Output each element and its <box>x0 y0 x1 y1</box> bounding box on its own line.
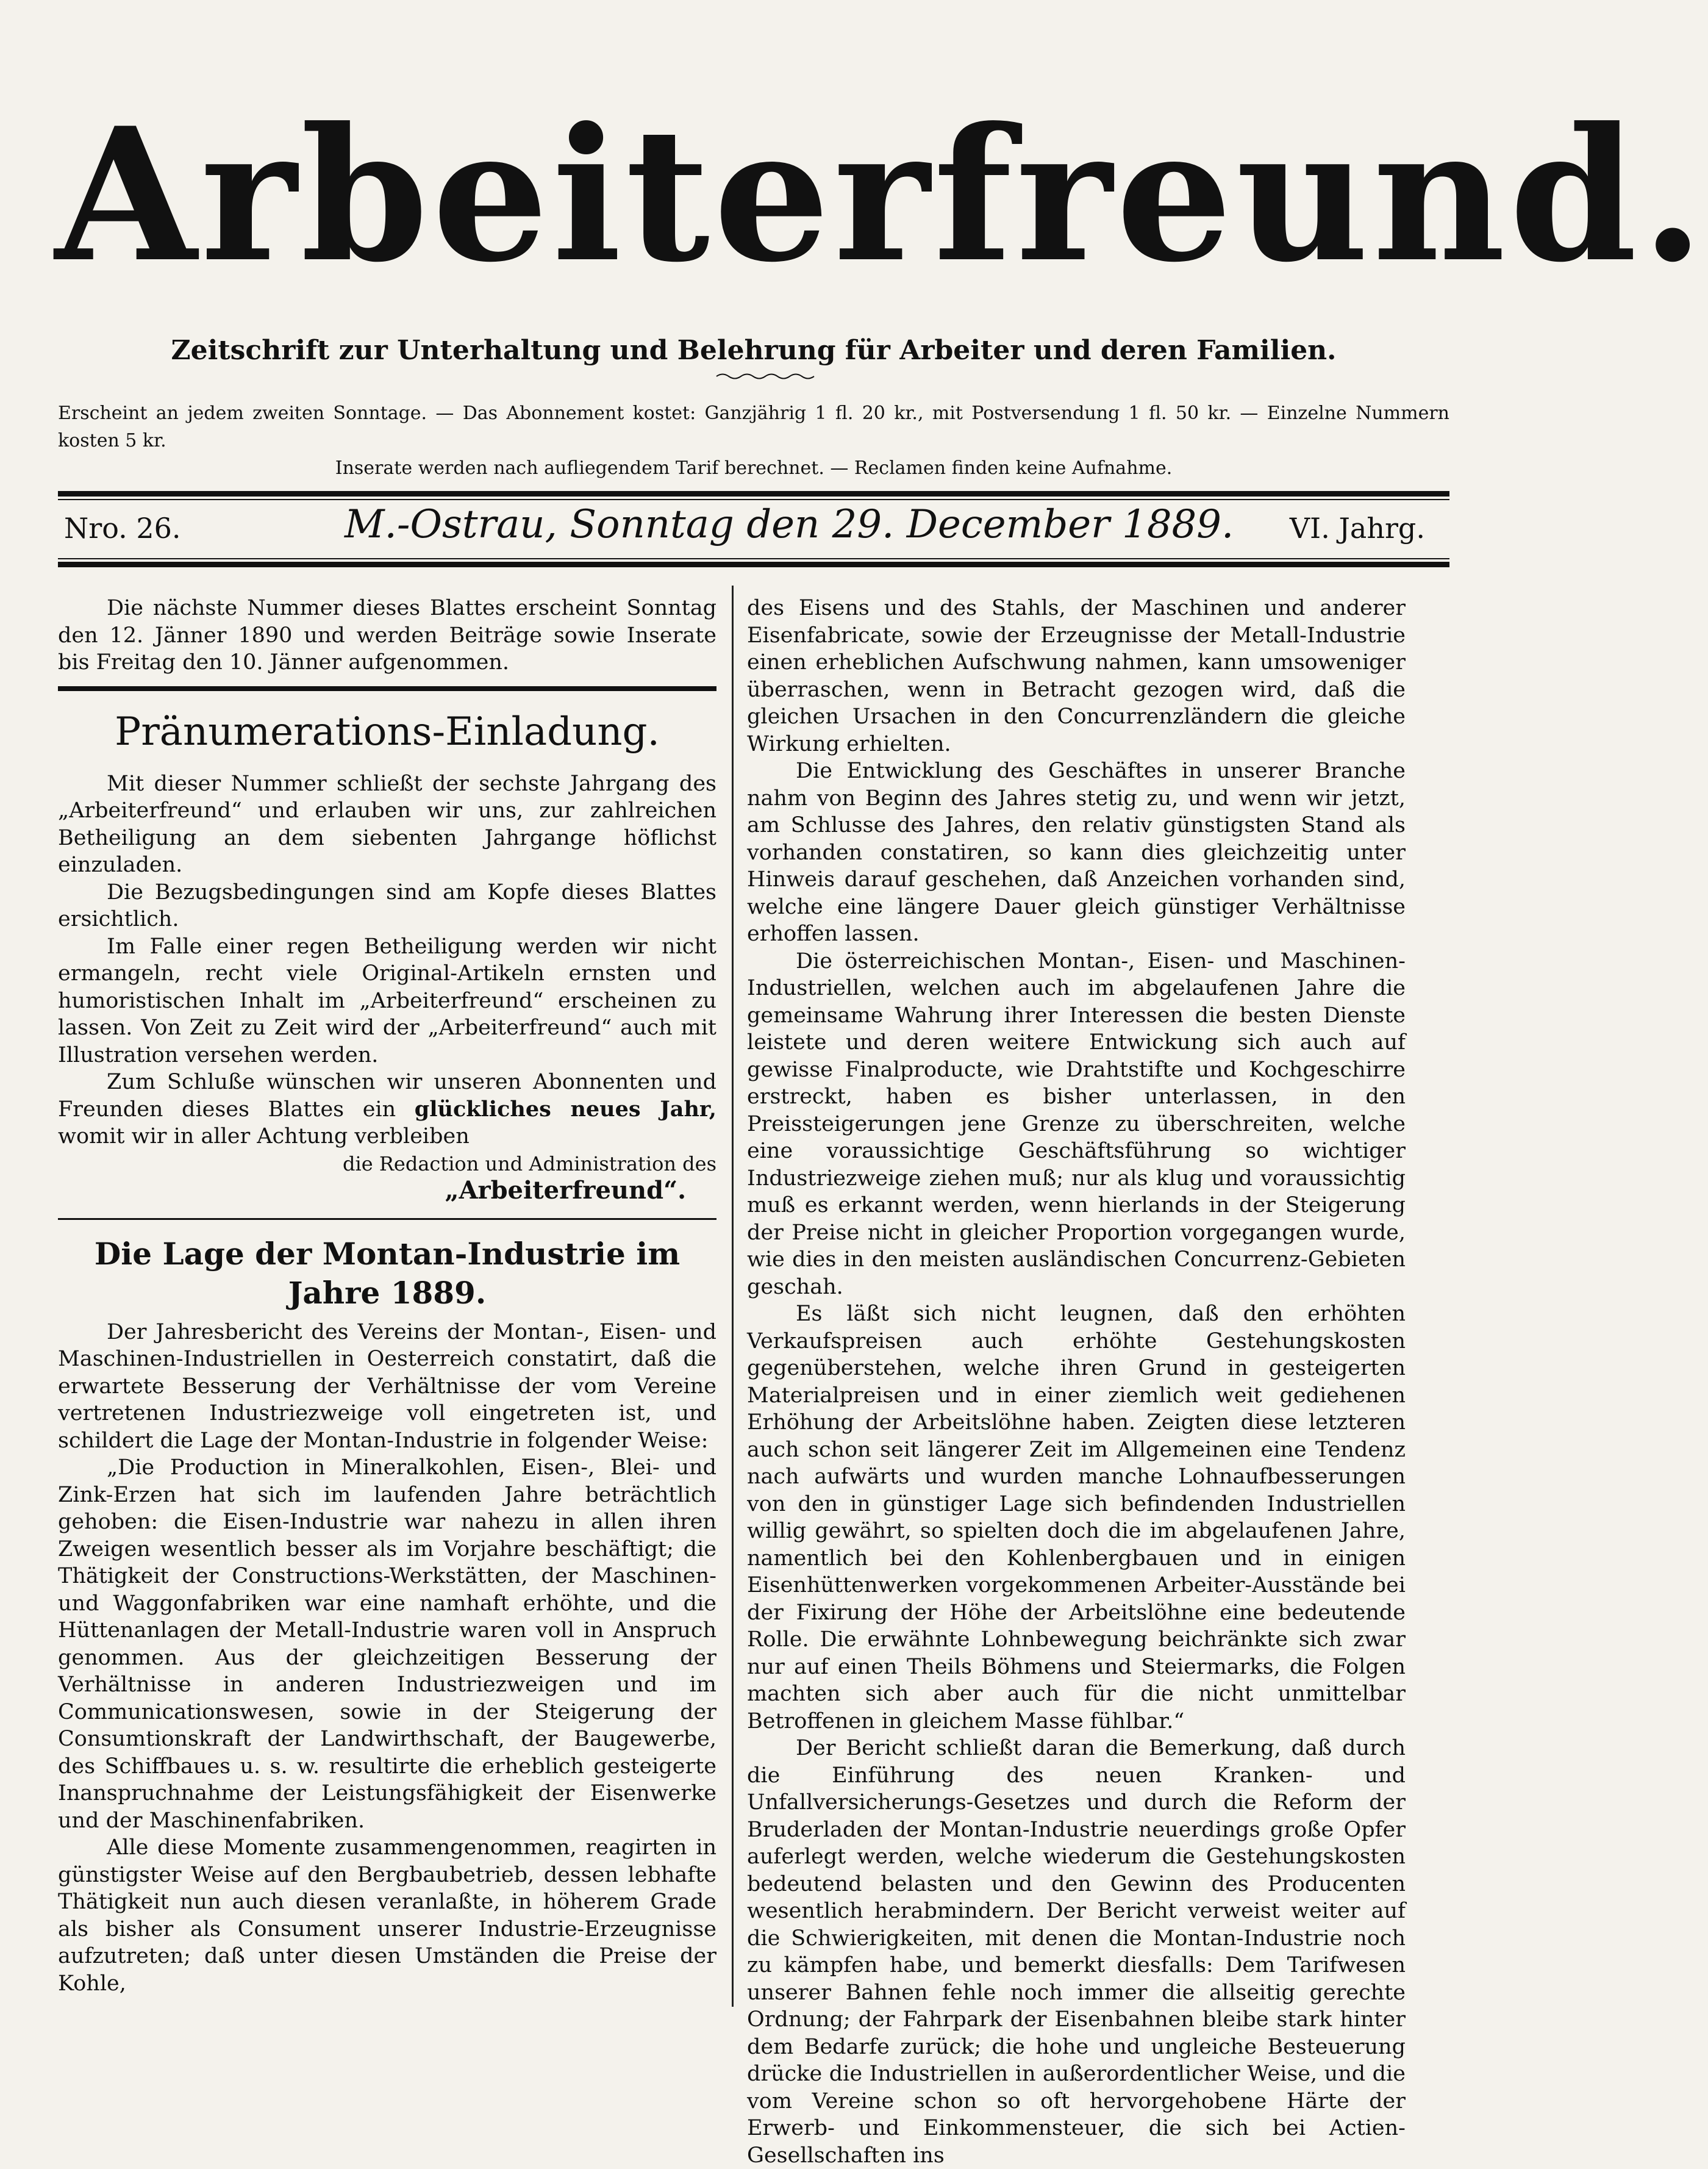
subscription-notice <box>58 400 1449 482</box>
article-paragraph: des Eisens und des Stahls, der Maschinen und anderer Eisenfabricate, sowie der Erzeugnisse der Metall-Industrie einen erheblichen Aufschwung nahmen, kann umsoweniger überraschen, wenn in Betracht gezogen wird, daß die gleichen Ursachen in den Concurrenzländern die gleiche Wirkung erhielten. <box>747 596 1406 756</box>
invitation-paragraph: Die Bezugsbedingungen sind am Kopfe dieses Blattes ersichtlich. <box>58 880 716 931</box>
invitation-heading: Pränumerations-Einladung. <box>115 709 660 755</box>
article-paragraph: Die Entwicklung des Geschäftes in unserer Branche nahm von Beginn des Jahres stetig zu, und wenn wir jetzt, am Schlusse des Jahres, den relativ günstigsten Stand als vorhanden constatiren, so kann dies gleichzeitig unter Hinweis darauf geschehen, daß Anzeichen vorhanden sind, welche eine längere Dauer gleich günstiger Verhältnisse erhoffen lassen. <box>747 759 1406 946</box>
volume-year: VI. Jahrg. <box>1289 512 1425 545</box>
article-paragraph: „Die Production in Mineralkohlen, Eisen-, Blei- und Zink-Erzen hat sich im laufenden Jahre beträchtlich gehoben: die Eisen-Industrie war nahezu in allen ihren Zweigen wesentlich besser als im Vorjahre beschäftigt; die Thätigkeit der Constructions-Werkstätten, der Maschinen- und Waggonfabriken war eine namhaft erhöhte, und die Hüttenanlagen der Metall-Industrie waren voll in Anspruch genommen. Aus der gleichzeitigen Besserung der Verhältnisse in anderen Industriezweigen und im Communicationswesen, sowie in der Steigerung der Consumtionskraft der Landwirthschaft, der Baugewerbe, des Schiffbaues u. s. w. resultirte die erheblich gesteigerte Inanspruchnahme der Leistungsfähigkeit der Eisenwerke und der Maschinenfabriken. <box>58 1455 716 1833</box>
invitation-paragraph: Im Falle einer regen Betheiligung werden wir nicht ermangeln, recht viele Original-Artikeln ernsten und humoristischen Inhalt im „Arbeiterfreund“ erscheinen zu lassen. Von Zeit zu Zeit wird der „Arbeiterfreund“ auch mit Illustration versehen werden. <box>58 934 716 1067</box>
article-paragraph: Alle diese Momente zusammengenommen, reagirten in günstigster Weise auf den Bergbaubetrieb, dessen lebhafte Thätigkeit nun auch diesen veranlaßte, in höherem Grade als bisher als Consument unserer Industrie-Erzeugnisse aufzutreten; daß unter diesen Umständen die Preise der Kohle, <box>58 1835 716 1996</box>
rule-top <box>58 491 1449 497</box>
signature-line: die Redaction und Administration des <box>342 1152 716 1175</box>
article-heading: Die Lage der Montan-Industrie im Jahre 1889. <box>94 1235 681 1311</box>
new-year-wish: glückliches neues Jahr, <box>414 1096 716 1122</box>
advertising-terms: Inserate werden nach aufliegendem Tarif berechnet. — Reclamen finden keine Aufnahme. <box>335 457 1173 479</box>
section-divider <box>58 1218 716 1220</box>
rule-bottom <box>58 562 1449 567</box>
article-paragraph: Es läßt sich nicht leugnen, daß den erhöhten Verkaufspreisen auch erhöhte Gestehungskosten gegenüberstehen, welche ihren Grund in gesteigerten Materialpreisen und in einer ziemlich weit gediehenen Erhöhung der Arbeitslöhne haben. Zeigten diese letzteren auch schon seit längerer Zeit im Allgemeinen eine Tendenz nach aufwärts und wurden manche Lohnaufbesserungen von den in günstiger Lage sich befindenden Industriellen willig gewährt, so spielten doch die im abgelaufenen Jahre, namentlich bei den Kohlenbergbauen und in einigen Eisenhüttenwerken vorgekommenen Arbeiter-Ausstände bei der Fixirung der Höhe der Arbeitslöhne eine bedeutende Rolle. Die erwähnte Lohnbewegung beichränkte sich zwar nur auf einen Theils Böhmens und Steiermarks, die Folgen machten sich aber auch für die nicht unmittelbar Betroffenen in gleichem Masse fühlbar.“ <box>747 1302 1406 1733</box>
place-and-date: M.-Ostrau, Sonntag den 29. December 1889. <box>345 502 1234 547</box>
column-separator <box>732 586 734 2007</box>
masthead <box>55 79 1708 335</box>
section-divider <box>58 686 716 691</box>
rule-bottom-thin <box>58 558 1449 559</box>
subscription-terms: Erscheint an jedem zweiten Sonntage. — Das Abonnement kostet: Ganzjährig 1 fl. 20 kr., mit Postversendung 1 fl. 50 kr. — Einzelne Nummern kosten 5 kr. <box>58 403 1449 451</box>
ornament-wave <box>716 372 814 381</box>
article-paragraph: Der Bericht schließt daran die Bemerkung, daß durch die Einführung des neuen Kranken- und Unfallversicherungs-Gesetzes und durch die Reform der Bruderladen der Montan-Industrie neuerdings große Opfer auferlegt werden, welche wiederum die Gestehungskosten bedeutend belasten und den Gewinn des Producenten wesentlich herabmindern. Der Bericht verweist weiter auf die Schwierigkeiten, mit denen die Montan-Industrie noch zu kämpfen habe, und bemerkt diesfalls: Dem Tarifwesen unserer Bahnen fehle noch immer die allseitig gerechte Ordnung; der Fahrpark der Eisenbahnen bleibe stark hinter dem Bedarfe zurück; die hohe und ungleiche Besteuerung drücke die Industriellen in außerordentlicher Weise, und die vom Vereine schon so oft hervorgehobene Härte der Erwerb- und Einkommensteuer, die sich bei Actien-Gesellschaften ins <box>747 1736 1406 2168</box>
next-issue-announcement: Die nächste Nummer dieses Blattes erscheint Sonntag den 12. Jänner 1890 und werden Beiträge sowie Inserate bis Freitag den 10. Jänner aufgenommen. <box>58 596 716 675</box>
signature-name: „Arbeiterfreund“. <box>445 1176 686 1205</box>
invitation-paragraph: Mit dieser Nummer schließt der sechste Jahrgang des „Arbeiterfreund“ und erlauben wir uns, zur zahlreichen Betheiligung an dem siebenten Jahrgange höflichst einzuladen. <box>58 771 716 877</box>
newspaper-title: Arbeiterfreund. <box>55 87 1708 303</box>
article-paragraph: Der Jahresbericht des Vereins der Montan-, Eisen- und Maschinen-Industriellen in Oesterreich constatirt, daß die erwartete Besserung der Verhältnisse der vom Vereine vertretenen Industriezweige voll eingetreten ist, und schildert die Lage der Montan-Industrie in folgender Weise: <box>58 1319 716 1453</box>
closing-text: womit wir in aller Achtung verbleiben <box>58 1124 470 1149</box>
right-column <box>747 595 1406 2169</box>
newspaper-subtitle: Zeitschrift zur Unterhaltung und Belehrung für Arbeiter und deren Familien. <box>171 335 1337 366</box>
invitation-paragraph <box>58 1069 716 1150</box>
issue-number: Nro. 26. <box>64 512 181 545</box>
dateline <box>58 497 1449 558</box>
article-paragraph: Die österreichischen Montan-, Eisen- und Maschinen-Industriellen, welchen auch im abgelaufenen Jahre die gemeinsame Wahrung ihrer Interessen die besten Dienste leistete und deren weitere Entwickung sich auch auf gewisse Finalproducte, wie Drahtstifte und Kochgeschirre erstreckt, haben es bisher unterlassen, in den Preissteigerungen jene Grenze zu überschreiten, welche eine voraussichtige Geschäftsführung so wichtiger Industriezweige ziehen muß; nur als klug und voraussichtig muß es erkannt werden, wenn hierlands in der Steigerung der Preise nicht in gleicher Proportion vorgegangen wurde, wie dies in den meisten ausländischen Concurrenz-Gebieten geschah. <box>747 948 1406 1299</box>
new-year-text: Zum Schluße wünschen wir unseren Abonnenten und Freunden dieses Blattes ein <box>58 1070 716 1122</box>
left-column <box>58 595 716 1997</box>
